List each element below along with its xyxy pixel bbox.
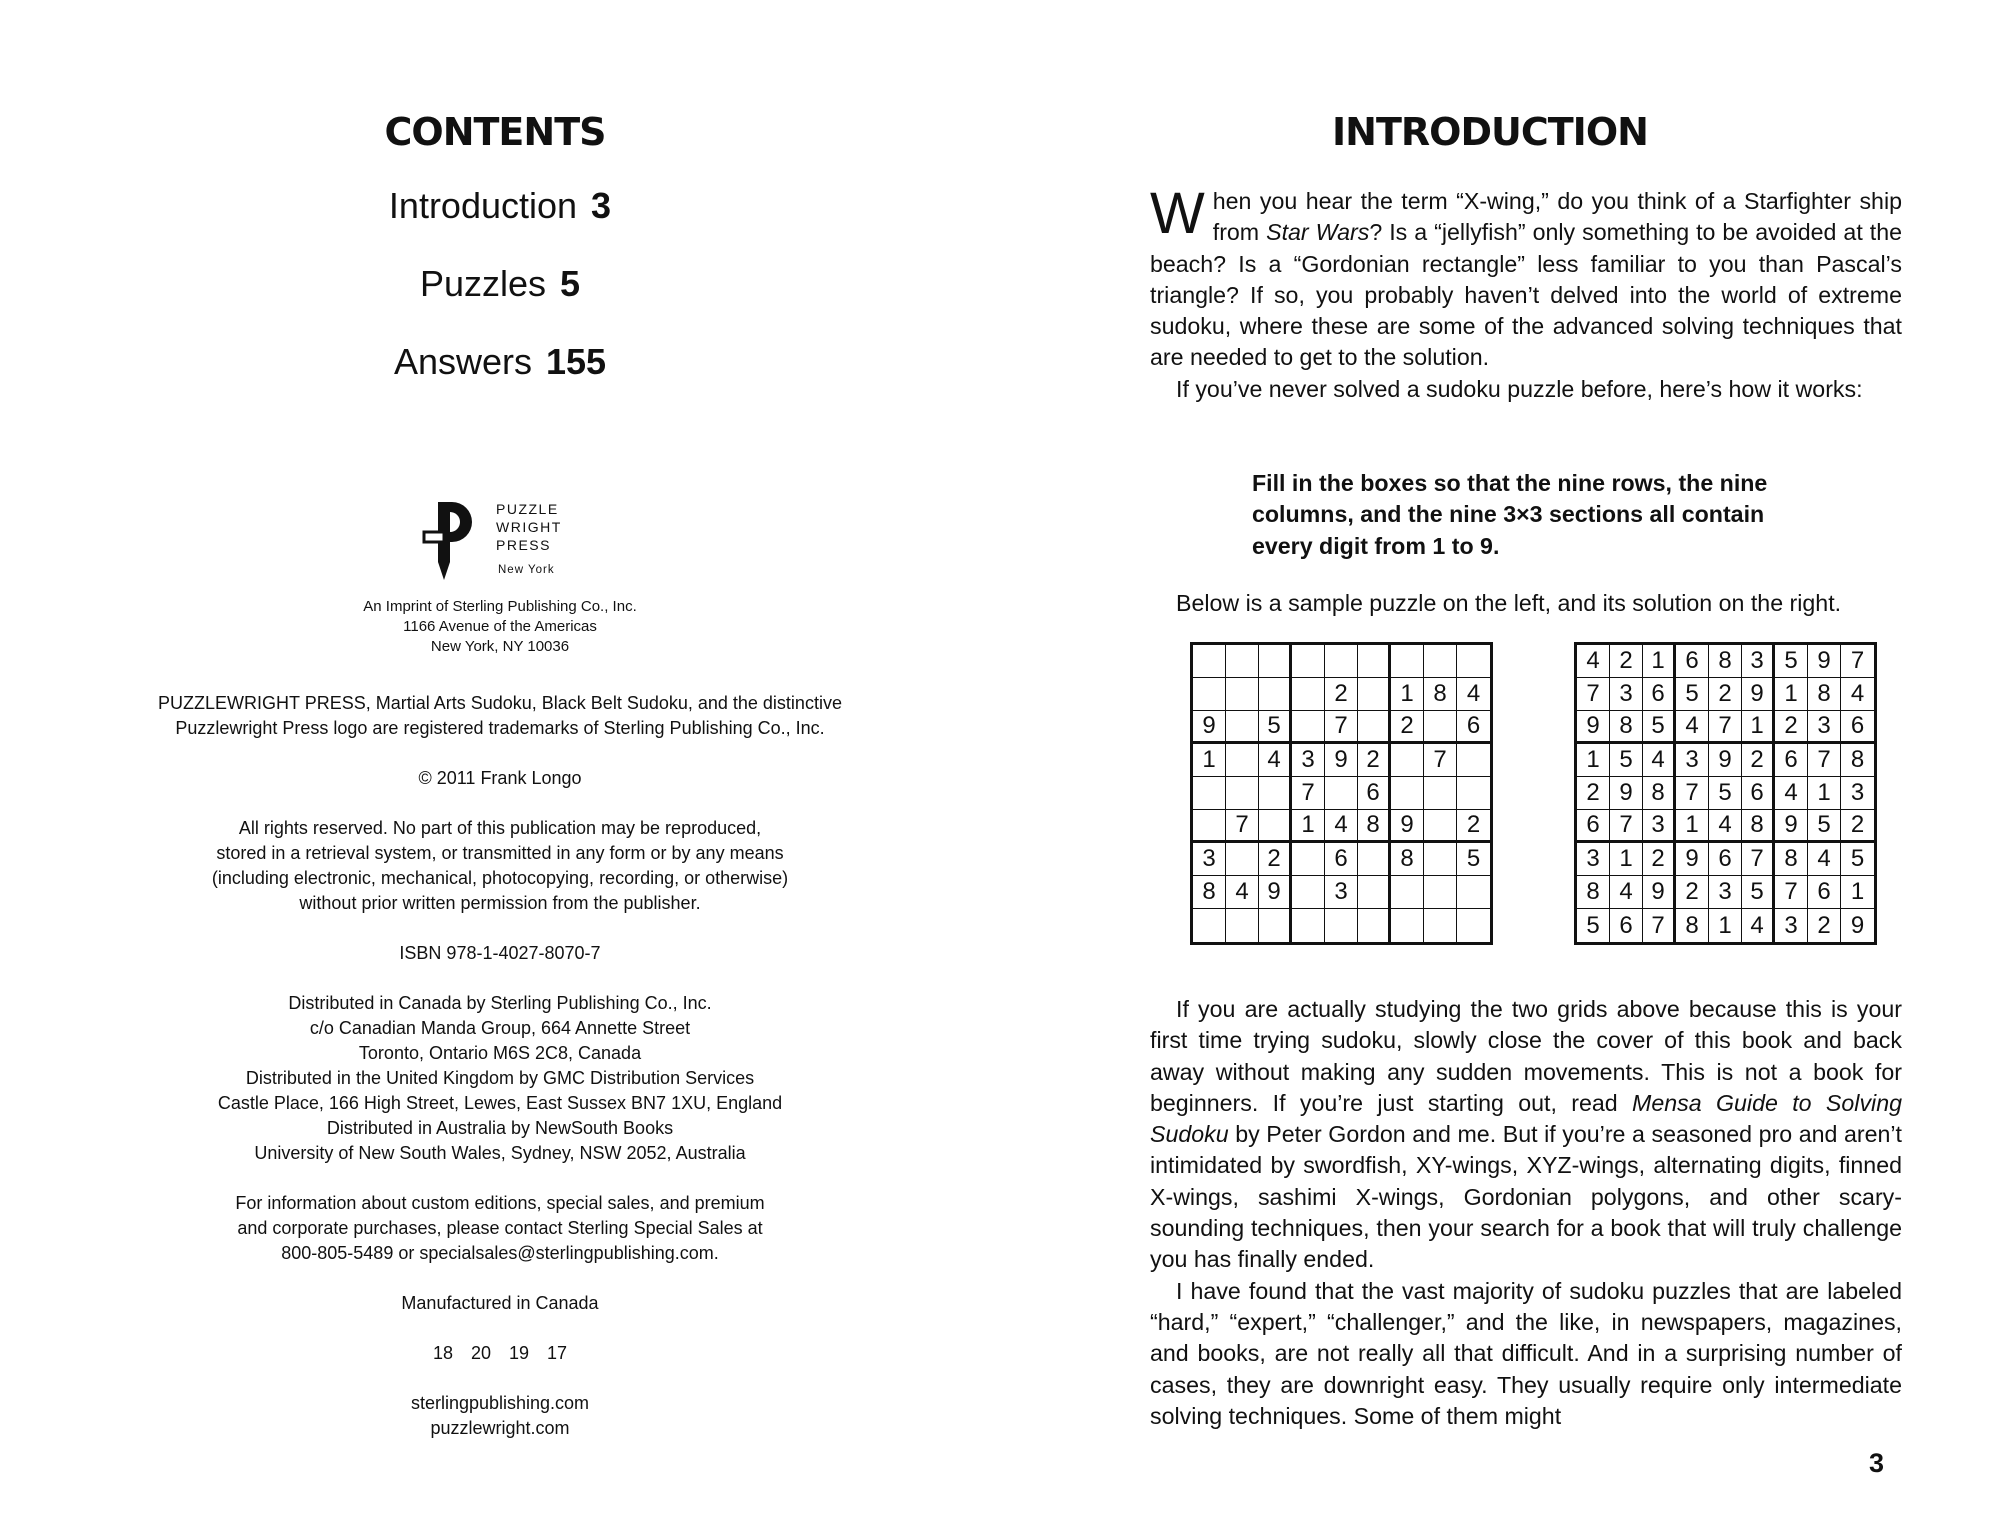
grid-cell: 4 bbox=[1709, 810, 1742, 843]
grid-cell: 9 bbox=[1610, 777, 1643, 810]
grid-cell bbox=[1358, 711, 1391, 744]
grid-cell: 2 bbox=[1643, 843, 1676, 876]
grid-cell bbox=[1391, 744, 1424, 777]
grid-cell: 3 bbox=[1292, 744, 1325, 777]
grid-cell: 5 bbox=[1610, 744, 1643, 777]
grid-cell: 4 bbox=[1325, 810, 1358, 843]
logo-word-wright: WRIGHT bbox=[496, 519, 562, 535]
grid-cell: 5 bbox=[1643, 711, 1676, 744]
grid-cell bbox=[1193, 810, 1226, 843]
trademark-notice: PUZZLEWRIGHT PRESS, Martial Arts Sudoku, Black Belt Sudoku, and the distinctive Puzzlewright Press logo are registered trademarks of Sterling Publishing Co., Inc. bbox=[158, 693, 842, 738]
grid-cell: 8 bbox=[1742, 810, 1775, 843]
grid-cell: 2 bbox=[1775, 711, 1808, 744]
grid-cell bbox=[1424, 843, 1457, 876]
printing-numbers: 18 20 19 17 bbox=[432, 1343, 568, 1363]
grid-cell: 2 bbox=[1358, 744, 1391, 777]
right-page bbox=[1000, 0, 2000, 1535]
grid-cell: 1 bbox=[1676, 810, 1709, 843]
grid-cell: 4 bbox=[1841, 678, 1874, 711]
grid-cell bbox=[1358, 876, 1391, 909]
toc-item-answers[interactable]: Answers 155 bbox=[393, 341, 607, 382]
table-of-contents bbox=[200, 181, 800, 415]
grid-cell bbox=[1358, 843, 1391, 876]
grid-cell bbox=[1457, 777, 1490, 810]
introduction-heading: INTRODUCTION bbox=[1332, 110, 1648, 154]
grid-cell bbox=[1358, 678, 1391, 711]
intro-paragraph: If you’ve never solved a sudoku puzzle before, here’s how it works: bbox=[1176, 375, 1863, 402]
intro-paragraph: I have found that the vast majority of sudoku puzzles that are labeled “hard,” “expert,” “challenger,” and the like, in newspapers, magazines, and books, are not really all that difficult. And in a surprising number of cases, they are downright easy. They usually require only intermediate solving techniques. Some of them might bbox=[1150, 1277, 1902, 1429]
grid-cell: 9 bbox=[1193, 711, 1226, 744]
grid-cell: 3 bbox=[1577, 843, 1610, 876]
grid-cell: 2 bbox=[1610, 645, 1643, 678]
grid-cell: 7 bbox=[1292, 777, 1325, 810]
grid-cell bbox=[1424, 645, 1457, 678]
grid-cell: 4 bbox=[1457, 678, 1490, 711]
grid-cell: 7 bbox=[1226, 810, 1259, 843]
grid-cell bbox=[1457, 645, 1490, 678]
grid-cell: 2 bbox=[1259, 843, 1292, 876]
grid-cell: 3 bbox=[1709, 876, 1742, 909]
toc-item-introduction[interactable]: Introduction 3 bbox=[388, 185, 612, 226]
grid-cell: 1 bbox=[1193, 744, 1226, 777]
grid-cell: 1 bbox=[1841, 876, 1874, 909]
grid-cell bbox=[1457, 744, 1490, 777]
grid-cell bbox=[1391, 909, 1424, 942]
grid-cell: 1 bbox=[1742, 711, 1775, 744]
grid-cell: 3 bbox=[1643, 810, 1676, 843]
grid-cell bbox=[1226, 777, 1259, 810]
grid-cell: 1 bbox=[1709, 909, 1742, 942]
grid-cell: 2 bbox=[1676, 876, 1709, 909]
grid-cell: 7 bbox=[1709, 711, 1742, 744]
grid-cell: 3 bbox=[1742, 645, 1775, 678]
grid-cell: 4 bbox=[1676, 711, 1709, 744]
grid-cell: 7 bbox=[1742, 843, 1775, 876]
grid-cell: 7 bbox=[1676, 777, 1709, 810]
grid-cell bbox=[1226, 909, 1259, 942]
grid-cell: 7 bbox=[1325, 711, 1358, 744]
grid-cell: 3 bbox=[1841, 777, 1874, 810]
intro-paragraph: When you hear the term “X-wing,” do you think of a Starfighter ship from Star Wars? Is a “jellyfish” only something to be avoided at the beach? Is a “Gordonian rectangle” less familiar to you than Pascal’s triangle? If so, you probably haven’t delved into the world of extreme sudoku, where these are some of the advanced solving techniques that are needed to get to the solution. bbox=[1150, 181, 1902, 371]
grid-cell: 3 bbox=[1610, 678, 1643, 711]
grid-cell: 1 bbox=[1577, 744, 1610, 777]
grid-cell bbox=[1457, 909, 1490, 942]
grid-cell: 3 bbox=[1775, 909, 1808, 942]
grid-cell: 5 bbox=[1808, 810, 1841, 843]
grid-cell: 6 bbox=[1643, 678, 1676, 711]
grid-cell: 4 bbox=[1259, 744, 1292, 777]
grid-cell: 9 bbox=[1775, 810, 1808, 843]
grid-cell: 8 bbox=[1643, 777, 1676, 810]
grid-cell: 1 bbox=[1808, 777, 1841, 810]
grid-cell: 9 bbox=[1808, 645, 1841, 678]
website-link[interactable]: puzzlewright.com bbox=[430, 1418, 570, 1438]
introduction-text bbox=[1150, 181, 1902, 405]
grid-cell: 5 bbox=[1841, 843, 1874, 876]
pencil-p-icon bbox=[420, 498, 490, 588]
grid-cell bbox=[1226, 744, 1259, 777]
toc-item-puzzles[interactable]: Puzzles 5 bbox=[419, 263, 581, 304]
grid-cell: 1 bbox=[1610, 843, 1643, 876]
grid-cell bbox=[1259, 909, 1292, 942]
grid-cell: 5 bbox=[1676, 678, 1709, 711]
grid-cell: 9 bbox=[1259, 876, 1292, 909]
grid-cell: 6 bbox=[1325, 843, 1358, 876]
grid-cell: 8 bbox=[1193, 876, 1226, 909]
special-sales-info: For information about custom editions, special sales, and premium and corporate purchases, please contact Sterling Special Sales at 800-805-5489 or specialsales@sterlingpublishing.com. bbox=[235, 1193, 765, 1263]
grid-cell bbox=[1193, 909, 1226, 942]
contents-heading: CONTENTS bbox=[384, 110, 606, 154]
grid-cell: 2 bbox=[1841, 810, 1874, 843]
grid-cell: 7 bbox=[1643, 909, 1676, 942]
grid-cell: 3 bbox=[1193, 843, 1226, 876]
grid-cell: 7 bbox=[1610, 810, 1643, 843]
grid-cell: 1 bbox=[1643, 645, 1676, 678]
grid-cell: 5 bbox=[1457, 843, 1490, 876]
logo-word-puzzle: PUZZLE bbox=[496, 501, 559, 517]
grid-cell: 9 bbox=[1850, 911, 1865, 939]
grid-cell bbox=[1292, 843, 1325, 876]
sample-puzzle-grid bbox=[1190, 642, 1493, 945]
sudoku-rule: Fill in the boxes so that the nine rows, the nine columns, and the nine 3×3 sections all contain every digit from 1 to 9. bbox=[1252, 470, 1768, 559]
grid-cell: 7 bbox=[1808, 744, 1841, 777]
copyright-block bbox=[100, 691, 900, 1466]
grid-cell: 9 bbox=[1325, 744, 1358, 777]
grid-cell: 8 bbox=[1775, 843, 1808, 876]
grid-cell: 6 bbox=[1358, 777, 1391, 810]
grid-cell: 8 bbox=[1610, 711, 1643, 744]
grid-cell: 8 bbox=[1424, 678, 1457, 711]
website-link[interactable]: sterlingpublishing.com bbox=[410, 1393, 590, 1413]
grid-cell: 6 bbox=[1742, 777, 1775, 810]
grid-cell: 8 bbox=[1358, 810, 1391, 843]
grid-cell bbox=[1424, 711, 1457, 744]
grid-cell: 6 bbox=[1457, 711, 1490, 744]
grid-cell bbox=[1193, 777, 1226, 810]
grid-cell: 4 bbox=[1775, 777, 1808, 810]
grid-cell bbox=[1259, 810, 1292, 843]
grid-cell: 2 bbox=[1325, 678, 1358, 711]
grid-cell bbox=[1424, 777, 1457, 810]
grid-cell: 6 bbox=[1775, 744, 1808, 777]
grid-cell: 1 bbox=[1391, 678, 1424, 711]
grid-cell bbox=[1325, 645, 1358, 678]
grid-cell: 9 bbox=[1577, 711, 1610, 744]
grid-cell: 7 bbox=[1775, 876, 1808, 909]
grid-cell bbox=[1292, 909, 1325, 942]
grid-cell: 5 bbox=[1775, 645, 1808, 678]
grid-cell bbox=[1391, 777, 1424, 810]
grid-cell: 9 bbox=[1742, 678, 1775, 711]
grid-cell: 8 bbox=[1676, 909, 1709, 942]
grid-cell bbox=[1259, 777, 1292, 810]
grid-cell: 3 bbox=[1325, 876, 1358, 909]
grid-cell: 7 bbox=[1841, 645, 1874, 678]
grid-cell: 3 bbox=[1676, 744, 1709, 777]
grid-cell bbox=[1226, 645, 1259, 678]
grid-cell bbox=[1292, 645, 1325, 678]
logo-word-press: PRESS bbox=[496, 537, 551, 553]
puzzlewright-logo bbox=[420, 498, 600, 588]
websites bbox=[100, 1391, 900, 1441]
grid-cell: 5 bbox=[1742, 876, 1775, 909]
grid-cell bbox=[1457, 876, 1490, 909]
grid-cell: 9 bbox=[1709, 744, 1742, 777]
grid-cell: 8 bbox=[1577, 876, 1610, 909]
grid-cell bbox=[1391, 645, 1424, 678]
grid-cell: 2 bbox=[1709, 678, 1742, 711]
grid-cell bbox=[1325, 777, 1358, 810]
grid-cell: 4 bbox=[1742, 909, 1775, 942]
grid-cell: 8 bbox=[1709, 645, 1742, 678]
imprint-address: An Imprint of Sterling Publishing Co., Inc. 1166 Avenue of the Americas New York, NY 10036 bbox=[363, 598, 637, 655]
grid-cell: 6 bbox=[1808, 876, 1841, 909]
grid-cell: 9 bbox=[1391, 810, 1424, 843]
grid-cell: 6 bbox=[1676, 645, 1709, 678]
distribution-info: Distributed in Canada by Sterling Publishing Co., Inc. c/o Canadian Manda Group, 664 Annette Street Toronto, Ontario M6S 2C8, Canada Distributed in the United Kingdom by GMC Distribution Services Castle Place, 166 High Street, Lewes, East Sussex BN7 1XU, England Distributed in Australia by NewSouth Books University of New South Wales, Sydney, NSW 2052, Australia bbox=[217, 993, 783, 1163]
grid-cell bbox=[1292, 711, 1325, 744]
drop-cap: W bbox=[1150, 181, 1205, 246]
grid-cell: 2 bbox=[1391, 711, 1424, 744]
logo-city: New York bbox=[498, 564, 555, 576]
sample-solution-grid bbox=[1574, 642, 1877, 945]
grid-cell bbox=[1325, 909, 1358, 942]
grid-cell: 3 bbox=[1808, 711, 1841, 744]
grid-cell bbox=[1424, 909, 1457, 942]
grid-cell bbox=[1193, 678, 1226, 711]
grid-cell: 8 bbox=[1391, 843, 1424, 876]
grid-cell: 7 bbox=[1424, 744, 1457, 777]
grid-cell: 4 bbox=[1808, 843, 1841, 876]
grid-cell bbox=[1391, 876, 1424, 909]
isbn: ISBN 978-1-4027-8070-7 bbox=[399, 943, 601, 963]
grid-cell: 8 bbox=[1841, 744, 1874, 777]
grid-cell bbox=[1292, 678, 1325, 711]
grid-cell bbox=[1226, 678, 1259, 711]
grid-cell bbox=[1259, 678, 1292, 711]
grid-cell: 4 bbox=[1226, 876, 1259, 909]
intro-paragraph: If you are actually studying the two grids above because this is your first time trying sudoku, slowly close the cover of this book and back away without making any sudden movements. This is not a book for beginners. If you’re just starting out, read Mensa Guide to Solving Sudoku by Peter Gordon and me. But if you’re a seasoned pro and aren’t intimidated by swordfish, XY-wings, XYZ-wings, alternating digits, finned X-wings, sashimi X-wings, Gordonian polygons, and other scary-sounding techniques, then your search for a book that will truly challenge you has finally ended. bbox=[1150, 996, 1902, 1273]
grid-cell: 1 bbox=[1775, 678, 1808, 711]
grid-cell: 2 bbox=[1742, 744, 1775, 777]
grid-cell bbox=[1193, 645, 1226, 678]
grid-cell: 5 bbox=[1577, 909, 1610, 942]
grid-cell: 5 bbox=[1259, 711, 1292, 744]
grid-cell bbox=[1358, 645, 1391, 678]
introduction-text-continued bbox=[1150, 994, 1902, 1432]
grid-cell: 7 bbox=[1577, 678, 1610, 711]
manufactured-notice: Manufactured in Canada bbox=[401, 1293, 599, 1313]
grid-cell bbox=[1424, 810, 1457, 843]
grid-cell bbox=[1226, 843, 1259, 876]
grid-cell: 8 bbox=[1808, 678, 1841, 711]
grid-cell bbox=[1292, 876, 1325, 909]
rights-notice: All rights reserved. No part of this publication may be reproduced, stored in a retrieval system, or transmitted in any form or by any means (including electronic, mechanical, photocopying, recording, or otherwise) without prior written permission from the publisher. bbox=[211, 818, 789, 913]
grid-cell bbox=[1259, 645, 1292, 678]
grid-cell: 6 bbox=[1841, 711, 1874, 744]
grid-cell: 6 bbox=[1610, 909, 1643, 942]
grid-cell: 4 bbox=[1577, 645, 1610, 678]
grid-cell: 6 bbox=[1709, 843, 1742, 876]
grid-cell: 9 bbox=[1643, 876, 1676, 909]
grid-cell: 2 bbox=[1577, 777, 1610, 810]
grid-cell bbox=[1358, 909, 1391, 942]
page-number: 3 bbox=[1869, 1448, 1885, 1478]
grid-cell: 6 bbox=[1577, 810, 1610, 843]
grid-cell: 4 bbox=[1643, 744, 1676, 777]
grid-cell: 2 bbox=[1457, 810, 1490, 843]
grid-cell: 4 bbox=[1610, 876, 1643, 909]
copyright-notice: © 2011 Frank Longo bbox=[418, 768, 582, 788]
grid-caption: Below is a sample puzzle on the left, and its solution on the right. bbox=[1176, 590, 1842, 616]
grid-cell: 9 bbox=[1676, 843, 1709, 876]
grid-cell: 5 bbox=[1709, 777, 1742, 810]
grid-cell bbox=[1226, 711, 1259, 744]
grid-cell: 1 bbox=[1292, 810, 1325, 843]
grid-cell bbox=[1424, 876, 1457, 909]
grid-cell: 2 bbox=[1808, 909, 1841, 942]
